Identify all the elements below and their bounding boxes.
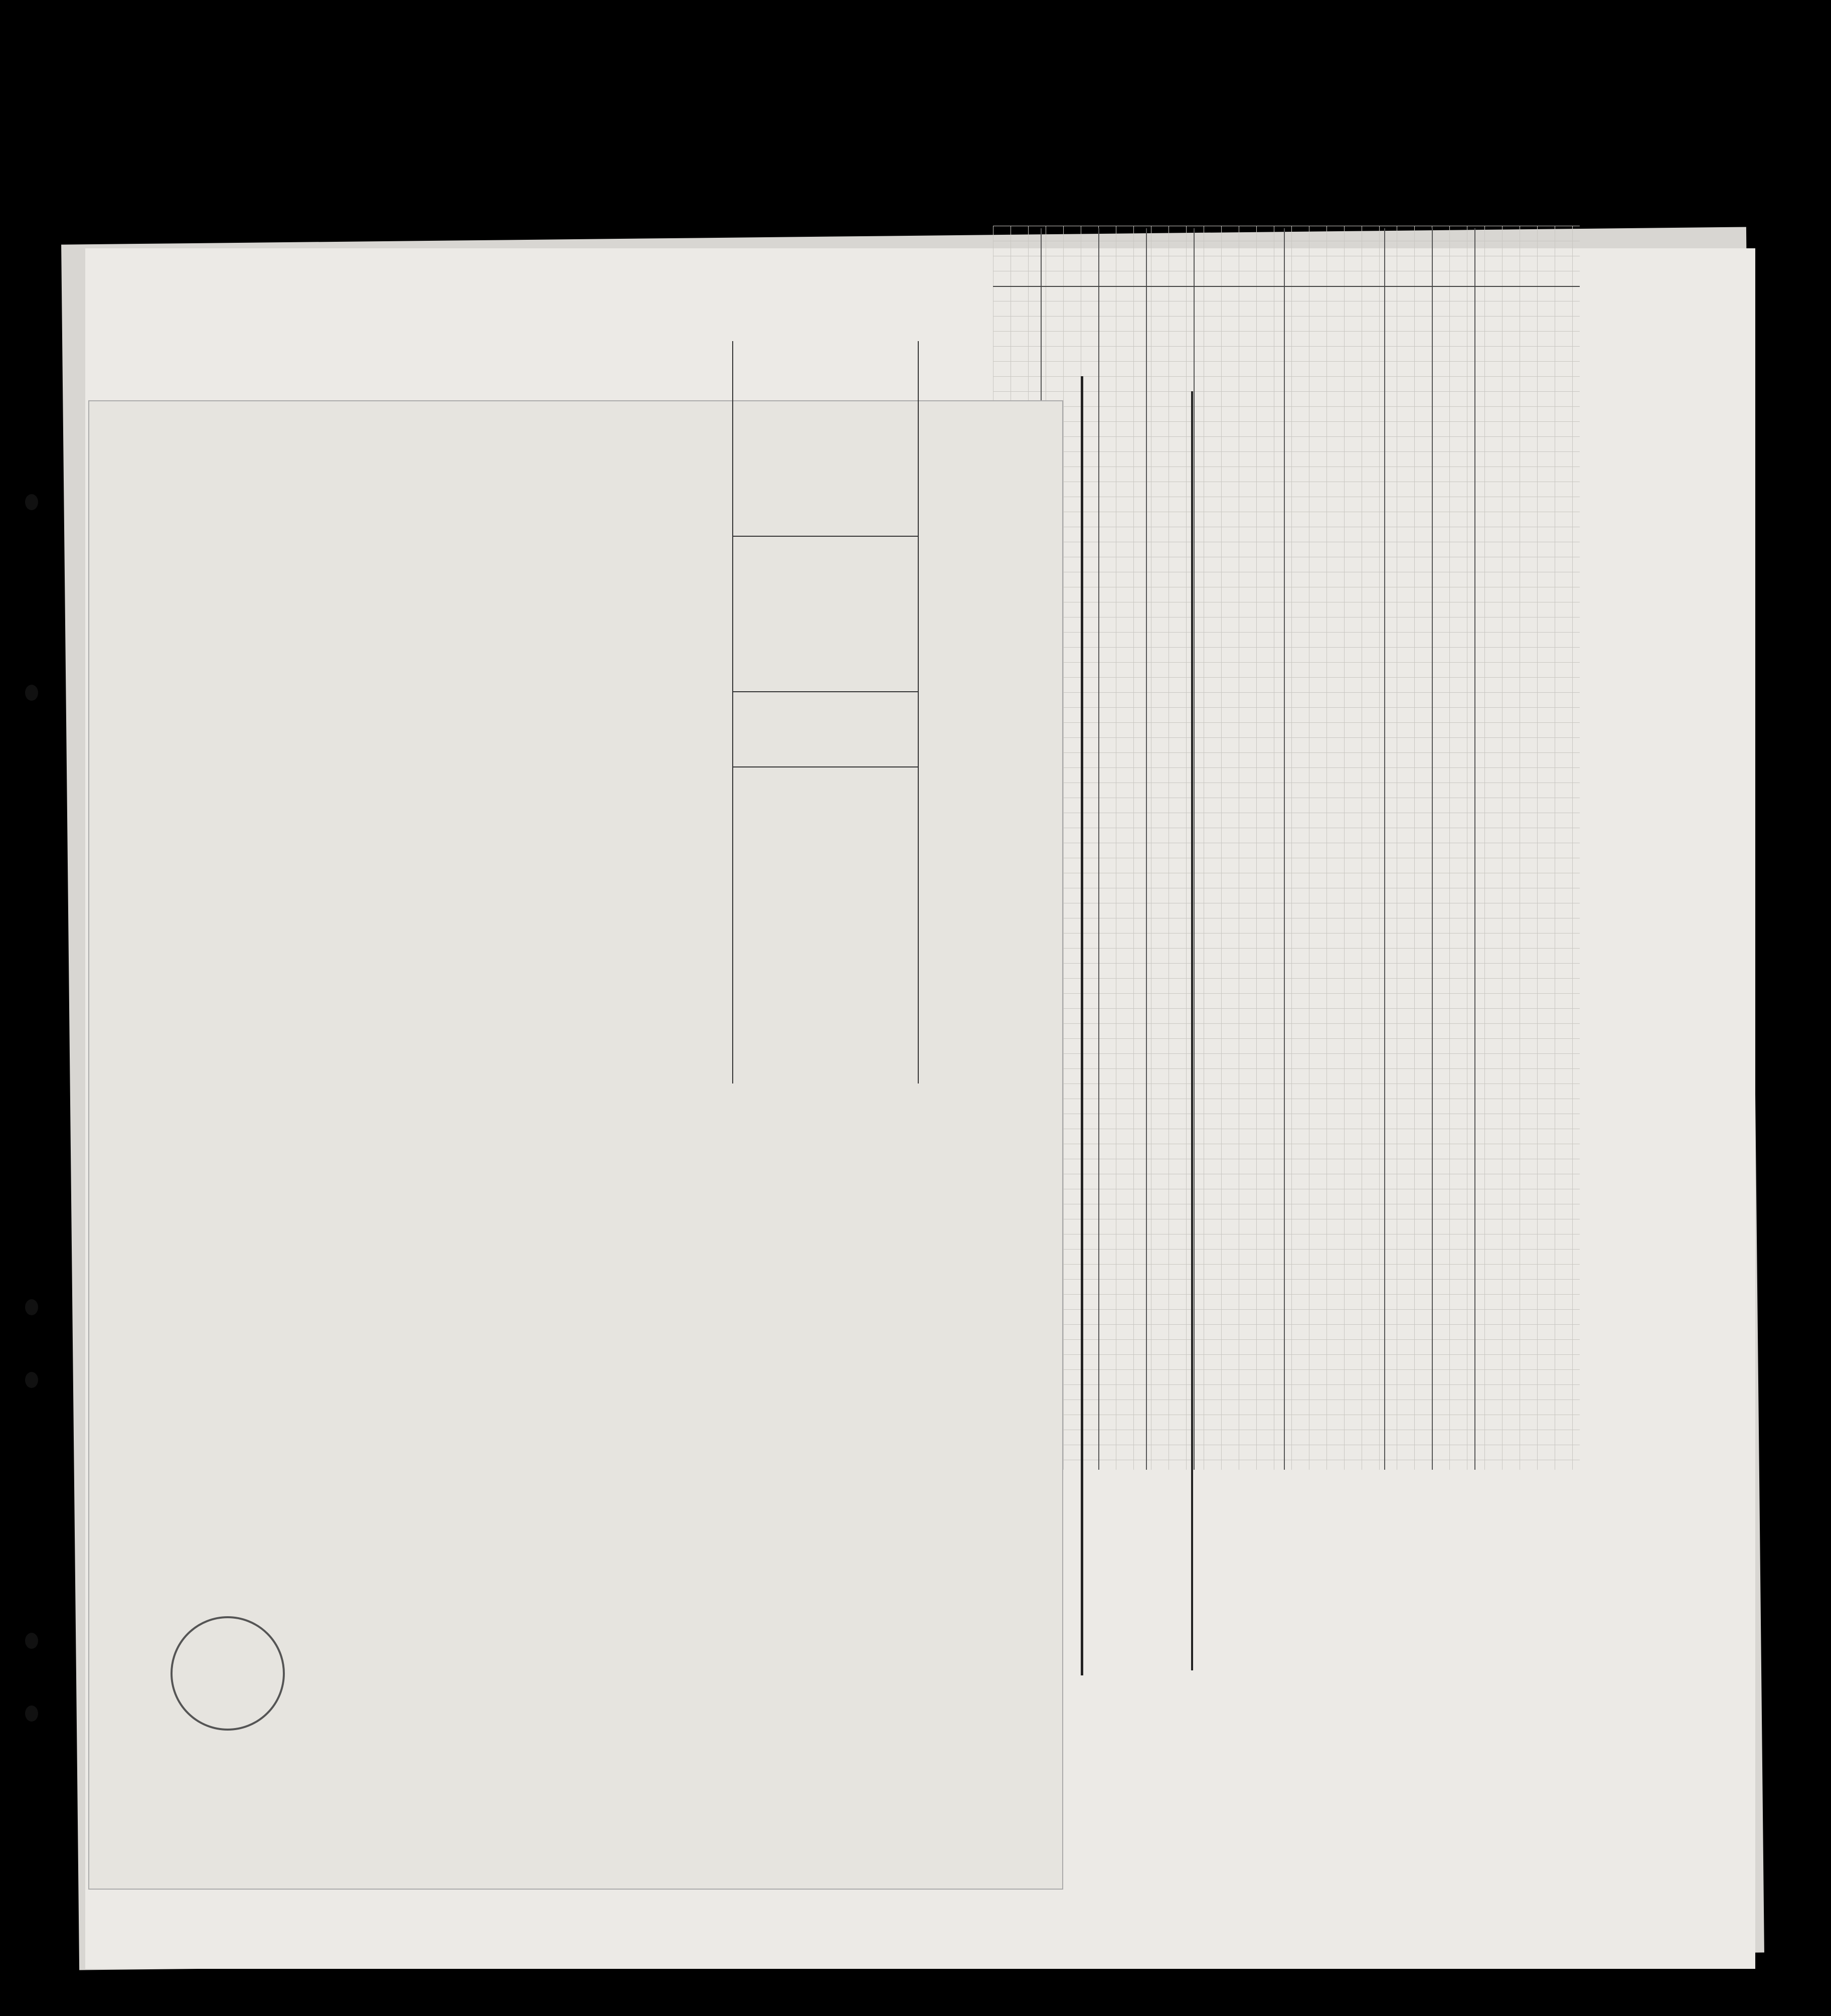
deserting-table-bottom xyxy=(918,341,919,1083)
consignee-row xyxy=(564,1043,578,1083)
signed-row xyxy=(481,973,505,1083)
deserting-table-divider xyxy=(732,766,918,767)
column-line xyxy=(1284,228,1285,1470)
punch-hole xyxy=(25,1705,38,1722)
via-row xyxy=(619,863,633,1083)
deserting-table-divider xyxy=(732,691,918,692)
read-ditto-line xyxy=(1081,376,1083,1675)
column-line xyxy=(1432,228,1433,1470)
sex-ditto-line xyxy=(1191,391,1193,1670)
local-agents xyxy=(143,1936,163,1968)
column-line xyxy=(1098,228,1099,1470)
master-line xyxy=(334,983,349,1083)
punch-hole xyxy=(25,494,38,510)
port-line xyxy=(276,477,291,482)
punch-hole xyxy=(25,1299,38,1315)
sail-row xyxy=(592,1043,605,1083)
round-stamp xyxy=(171,1616,285,1731)
arrived-row xyxy=(537,963,550,1083)
discharged-row xyxy=(441,948,463,1083)
punch-hole xyxy=(25,685,38,701)
column-line xyxy=(1384,228,1385,1470)
header-rule xyxy=(993,286,1580,287)
voyage-row xyxy=(647,467,670,1083)
column-line xyxy=(1474,228,1475,1470)
statement-rotated xyxy=(70,25,1013,1480)
punch-hole xyxy=(25,1372,38,1388)
from-port-statement xyxy=(361,1043,377,1083)
deserting-table-top xyxy=(732,341,733,1083)
total-arrival-row xyxy=(401,878,421,1083)
punch-hole xyxy=(25,1633,38,1649)
column-line xyxy=(1194,228,1195,1470)
deserting-table-divider xyxy=(732,536,918,537)
column-line xyxy=(1146,228,1147,1470)
